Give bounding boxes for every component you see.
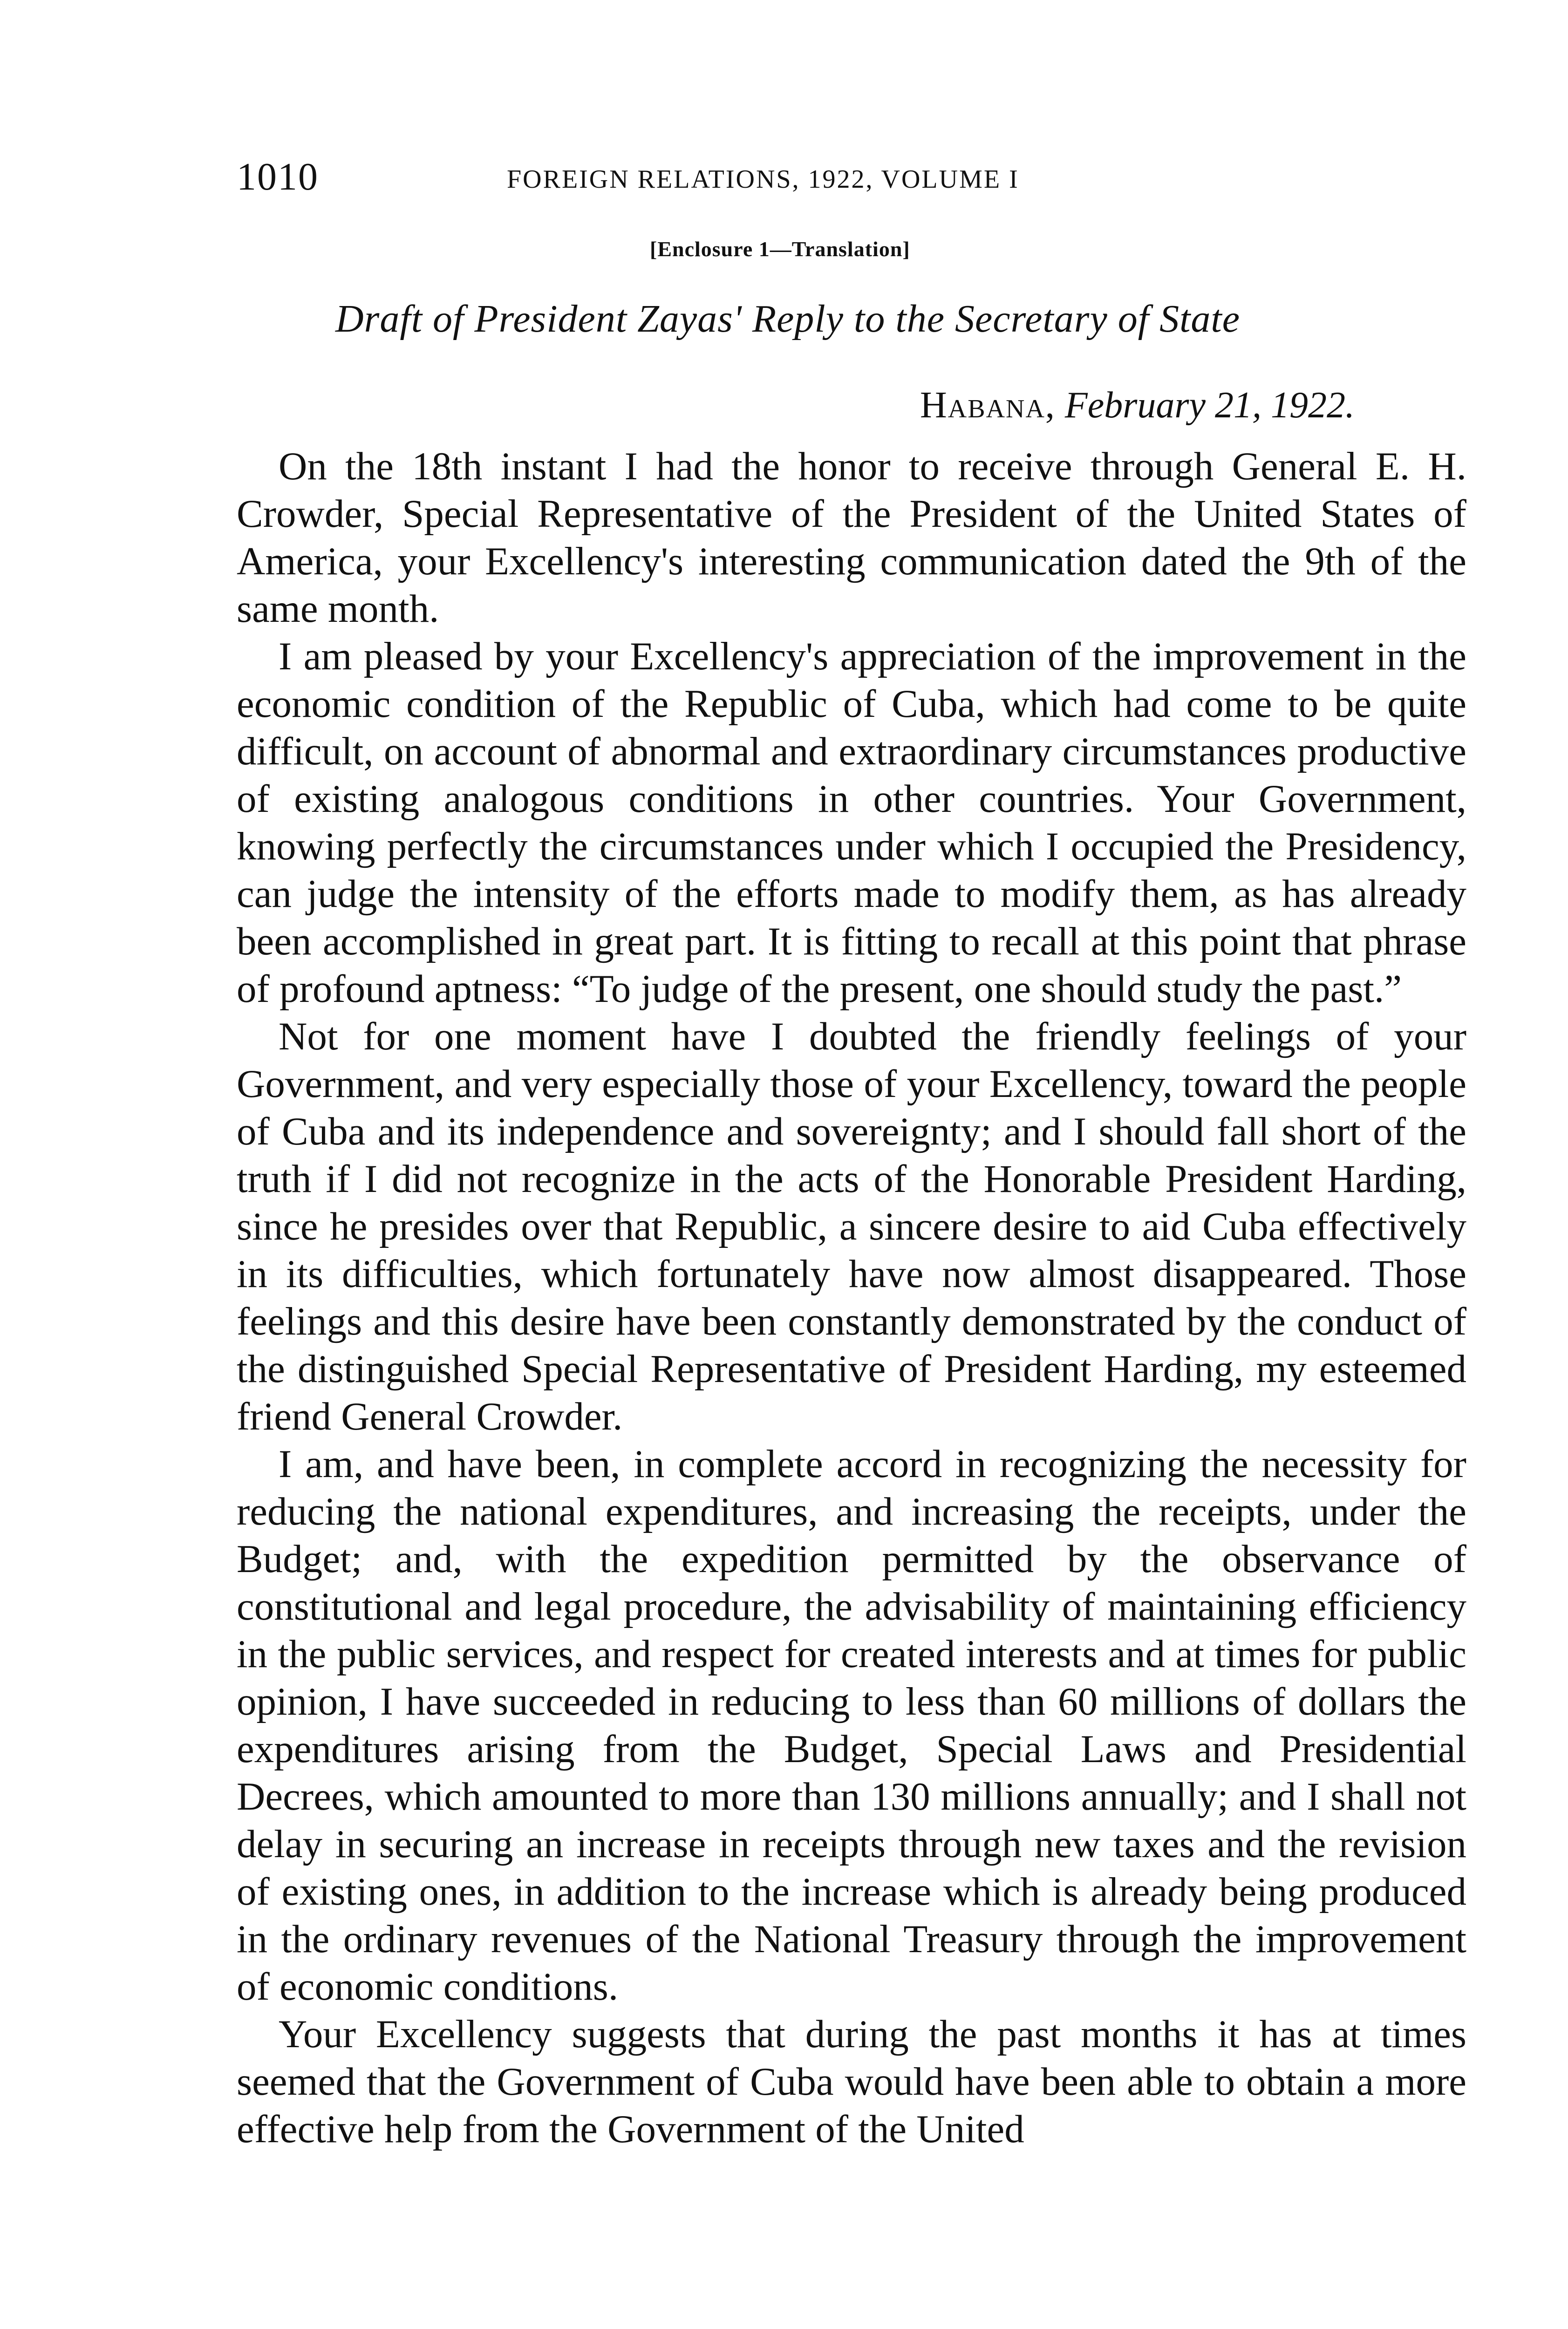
paragraph: I am, and have been, in complete accord in recognizing the necessity for reducing the national expenditures, and increasing the receipts, under the Budget; and, with the expedition permitted by the observance of constitutional and legal procedure, the advisability of maintaining efficiency in the public services, and respect for created interests and at times for public opinion, I have succeeded in reducing to less than 60 millions of dollars the expenditures arising from the Budget, Special Laws and Presidential Decrees, which amounted to more than 130 millions annually; and I shall not delay in securing an increase in receipts through new taxes and the revision of existing ones, in addition to the increase which is already being produced in the ordinary revenues of the National Treasury through the improvement of economic conditions. xyxy=(237,1442,1466,2009)
running-title: FOREIGN RELATIONS, 1922, VOLUME I xyxy=(507,165,1019,194)
page-header xyxy=(237,154,1466,205)
dateline-date: February 21, 1922. xyxy=(1064,385,1355,426)
paragraph: Your Excellency suggests that during the past months it has at times seemed that the Government of Cuba would have been able to obtain a more effective help from the Government of the United xyxy=(237,2012,1466,2151)
paragraph: Not for one moment have I doubted the friendly feelings of your Government, and very especially those of your Excellency, toward the people of Cuba and its independence and sovereignty; and I should fall short of the truth if I did not recognize in the acts of the Honorable President Harding, since he presides over that Republic, a sincere desire to aid Cuba effectively in its difficulties, which fortunately have now almost disappeared. Those feelings and this desire have been constantly demonstrated by the conduct of the distinguished Special Representative of President Harding, my esteemed friend General Crowder. xyxy=(237,1015,1466,1438)
paragraph: On the 18th instant I had the honor to receive through General E. H. Crowder, Special Representative of the President of the United States of America, your Excellency's interesting communication dated the 9th of the same month. xyxy=(237,444,1466,631)
document-title: Draft of President Zayas' Reply to the Secretary of State xyxy=(335,297,1241,340)
paragraph: I am pleased by your Excellency's appreciation of the improvement in the economic condition of the Republic of Cuba, which had come to be quite difficult, on account of abnormal and extraordinary circumstances productive of existing analogous conditions in other countries. Your Government, knowing perfectly the circumstances under which I occupied the Presidency, can judge the intensity of the efforts made to modify them, as has already been accomplished in great part. It is fitting to recall at this point that phrase of profound aptness: “To judge of the present, one should study the past.” xyxy=(237,634,1466,1011)
page-number: 1010 xyxy=(237,155,319,198)
dateline-place: Habana, xyxy=(920,385,1056,426)
dateline xyxy=(920,380,1355,431)
letter-body xyxy=(237,443,1466,2153)
enclosure-label: [Enclosure 1—Translation] xyxy=(650,237,910,261)
